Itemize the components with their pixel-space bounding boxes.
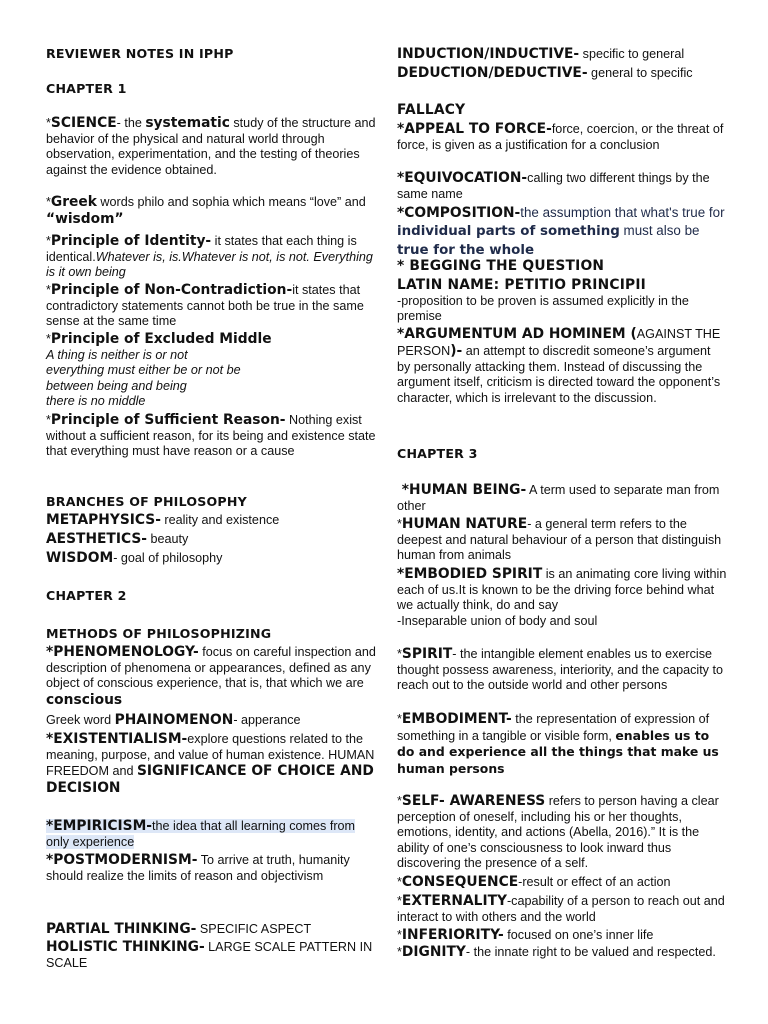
begging-heading: * BEGGING THE QUESTION <box>397 258 605 274</box>
term: Principle of Sufficient Reason- <box>50 412 286 428</box>
branches-heading: BRANCHES OF PHILOSOPHY <box>46 494 247 509</box>
begging-text: -proposition to be proven is assumed explicitly in the premise <box>397 294 689 324</box>
appeal-to-force-entry: *APPEAL TO FORCE-force, coercion, or the threat of force, is given as a justification for a conclusion <box>397 121 724 152</box>
term: Greek <box>50 194 97 210</box>
inferiority-entry: *INFERIORITY- focused on one’s inner life <box>397 927 654 943</box>
methods-heading: METHODS OF PHILOSOPHIZING <box>46 626 272 641</box>
human-being-entry: *HUMAN BEING- A term used to separate man from other <box>397 482 720 513</box>
term: Principle of Excluded Middle <box>50 331 272 347</box>
chapter-2-heading: CHAPTER 2 <box>46 588 127 603</box>
chapter-1-heading: CHAPTER 1 <box>46 81 127 96</box>
identity-entry: *Principle of Identity- it states that each thing is identical.Whatever is, is.Whatever is not, is not. Everything is it own being <box>46 233 373 280</box>
postmodernism-entry: *POSTMODERNISM- To arrive at truth, humanity should realize the limits of reason and objectivism <box>46 852 350 883</box>
latin-name: LATIN NAME: PETITIO PRINCIPII <box>397 277 647 293</box>
term: Principle of Non-Contradiction- <box>50 282 293 298</box>
science-entry: *SCIENCE- the systematic study of the structure and behavior of the physical and natural world through observation, experimentation, and the testing of theories against the evidence obtained. <box>46 115 376 177</box>
phainomenon-entry: Greek word PHAINOMENON- apperance <box>46 712 301 728</box>
embodiment-entry: *EMBODIMENT- the representation of expression of something in a tangible or visible form, enables us to do and experience all the things that make us human persons <box>397 711 719 776</box>
greek-entry: *Greek words philo and sophia which means “love” and “wisdom” <box>46 194 366 227</box>
chapter-3-heading: CHAPTER 3 <box>397 446 478 461</box>
existentialism-entry: *EXISTENTIALISM-explore questions related to the meaning, purpose, and value of human existence. HUMAN FREEDOM and SIGNIFICANCE OF CHOICE AND DECISION <box>46 731 375 797</box>
noncontradiction-entry: *Principle of Non-Contradiction-it states that contradictory statements cannot both be true in the same sense at the same time <box>46 282 364 329</box>
term: SCIENCE <box>50 115 117 131</box>
human-nature-entry: *HUMAN NATURE- a general term refers to the deepest and natural behaviour of a person that distinguish human from animals <box>397 516 722 563</box>
partial-thinking-entry: PARTIAL THINKING- SPECIFIC ASPECT <box>46 921 312 937</box>
sufficient-reason-entry: *Principle of Sufficient Reason- Nothing exist without a sufficient reason, for its being and existence state that everything must have reason or a cause <box>46 412 376 459</box>
document-title: REVIEWER NOTES IN IPHP <box>46 46 234 61</box>
ad-hominem-entry: *ARGUMENTUM AD HOMINEM (AGAINST THE PERSON)- an attempt to discredit someone’s argument by personally attacking them. Instead of discussing the argument itself, criticism is directed toward the opponent’s character, which is irrelevant to the discussion. <box>397 326 721 405</box>
deduction-entry: DEDUCTION/DEDUCTIVE- general to specific <box>397 65 693 81</box>
consequence-entry: *CONSEQUENCE-result or effect of an action <box>397 874 671 890</box>
empiricism-entry: *EMPIRICISM-the idea that all learning comes from only experience <box>46 818 356 849</box>
term: Principle of Identity- <box>50 233 212 249</box>
spirit-entry: *SPIRIT- the intangible element enables us to exercise thought possess awareness, interiority, and the capacity to reach out to the outside world and other persons <box>397 646 723 693</box>
dignity-entry: *DIGNITY- the innate right to be valued and respected. <box>397 944 716 960</box>
equivocation-entry: *EQUIVOCATION-calling two different things by the same name <box>397 170 710 201</box>
externality-entry: *EXTERNALITY-capability of a person to reach out and interact to with others and the world <box>397 893 725 924</box>
holistic-thinking-entry: HOLISTIC THINKING- LARGE SCALE PATTERN IN SCALE <box>46 939 373 970</box>
wisdom-entry: WISDOM- goal of philosophy <box>46 550 223 566</box>
metaphysics-entry: METAPHYSICS- reality and existence <box>46 512 280 528</box>
aesthetics-entry: AESTHETICS- beauty <box>46 531 189 547</box>
fallacy-heading: FALLACY <box>397 102 466 118</box>
self-awareness-entry: *SELF- AWARENESS refers to person having a clear perception of oneself, including his or her thoughts, emotions, identity, and actions (Abella, 2016).” It is the ability of one’s consciousness to look inward thus discovering the presence of a self. <box>397 793 719 871</box>
composition-entry: *COMPOSITION-the assumption that what's true for individual parts of something must also be true for the whole <box>397 205 725 258</box>
embodied-spirit-entry: *EMBODIED SPIRIT is an animating core living within each of us.It is known to be the driving force behind what we actually think, do and say -Inseparable union of body and soul <box>397 566 727 628</box>
excluded-middle-entry: *Principle of Excluded Middle A thing is neither is or not everything must either be or not be between being and being there is no middle <box>46 331 272 409</box>
phenomenology-entry: *PHENOMENOLOGY- focus on careful inspection and description of phenomena or appearances, defined as any object of conscious experience, that is, that which we are conscious <box>46 644 376 708</box>
induction-entry: INDUCTION/INDUCTIVE- specific to general <box>397 46 685 62</box>
